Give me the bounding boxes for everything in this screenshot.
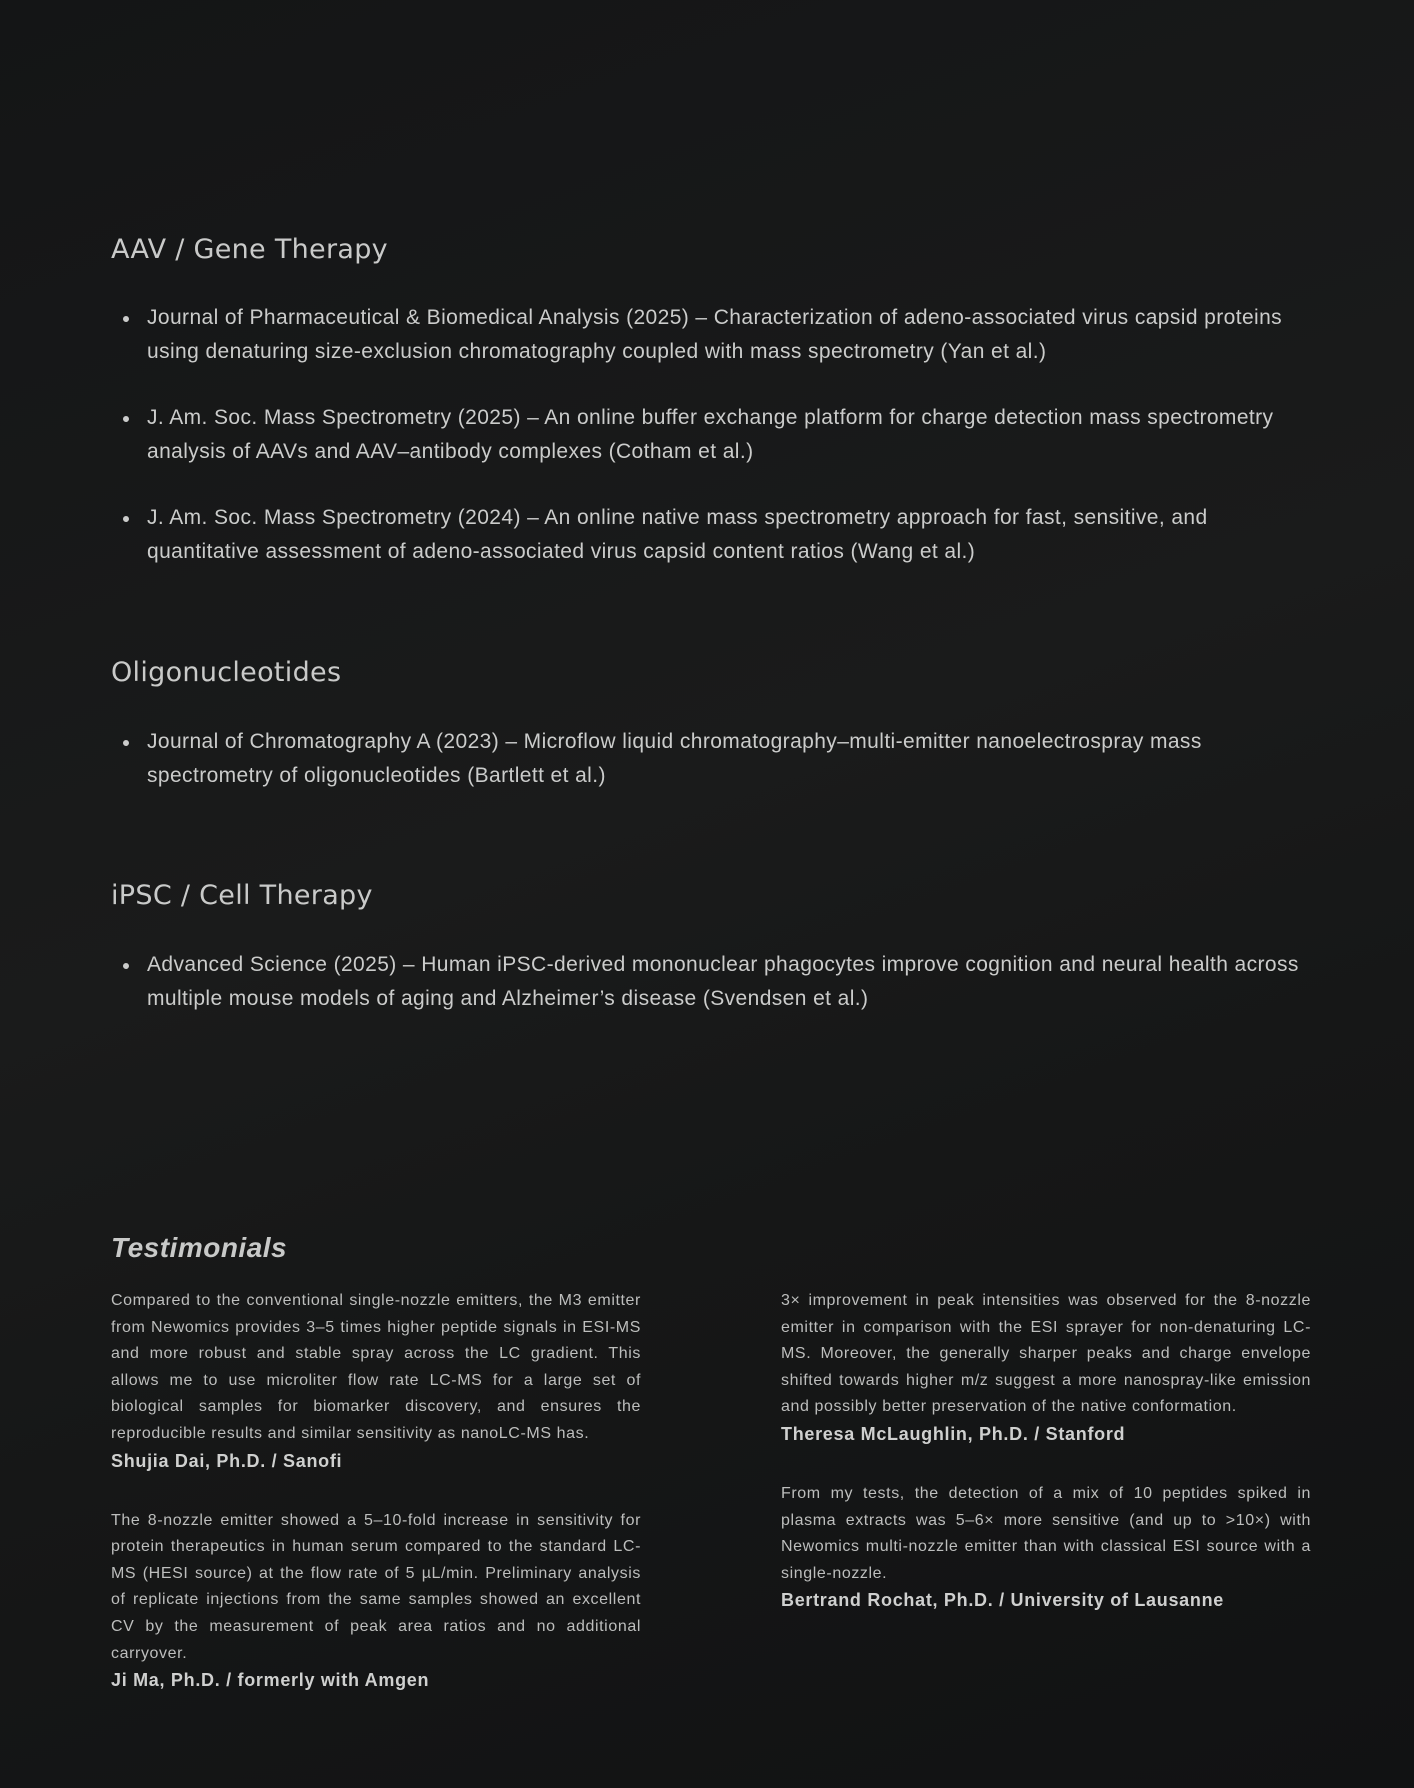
testimonials-column-left xyxy=(111,1288,641,1727)
publication-list xyxy=(111,948,1311,1016)
publication-list xyxy=(111,301,1311,569)
publication-item: Journal of Pharmaceutical & Biomedical Analysis (2025) – Characterization of adeno-associated virus capsid proteins using denaturing size-exclusion chromatography coupled with mass spectrometry (Yan et al.) xyxy=(111,301,1311,369)
testimonial-quote: Compared to the conventional single-nozzle emitters, the M3 emitter from Newomics provides 3–5 times higher peptide signals in ESI-MS and more robust and stable spray across the LC gradient. This allows me to use microliter flow rate LC-MS for a large set of biological samples for biomarker discovery, and ensures the reproducible results and similar sensitivity as nanoLC-MS has. xyxy=(111,1292,641,1442)
section-ipsc-cell-therapy xyxy=(111,879,1311,1048)
testimonials-title: Testimonials xyxy=(111,1232,288,1263)
publication-item: Advanced Science (2025) – Human iPSC-derived mononuclear phagocytes improve cognition and neural health across multiple mouse models of aging and Alzheimer’s disease (Svendsen et al.) xyxy=(111,948,1311,1016)
section-title: iPSC / Cell Therapy xyxy=(111,880,373,911)
testimonials-column-right xyxy=(781,1288,1311,1647)
testimonial-quote: 3× improvement in peak intensities was observed for the 8-nozzle emitter in comparison with the ESI sprayer for non-denaturing LC-MS. Moreover, the generally sharper peaks and charge envelope shifted towards higher m/z suggest a more nanospray-like emission and possibly better preservation of the native conformation. xyxy=(781,1292,1311,1416)
section-oligonucleotides xyxy=(111,656,1311,825)
testimonial-author: Shujia Dai, Ph.D. / Sanofi xyxy=(111,1450,343,1471)
section-title: AAV / Gene Therapy xyxy=(111,234,388,265)
testimonial-quote: From my tests, the detection of a mix of 10 peptides spiked in plasma extracts was 5–6× more sensitive (and up to >10×) with Newomics multi-nozzle emitter than with classical ESI source with a single-nozzle. xyxy=(781,1484,1311,1582)
testimonial xyxy=(111,1288,641,1474)
section-title: Oligonucleotides xyxy=(111,657,342,688)
testimonial xyxy=(781,1481,1311,1613)
publication-item: Journal of Chromatography A (2023) – Microflow liquid chromatography–multi-emitter nanoelectrospray mass spectrometry of oligonucleotides (Bartlett et al.) xyxy=(111,725,1311,793)
section-aav-gene-therapy xyxy=(111,233,1311,601)
testimonial-quote: The 8-nozzle emitter showed a 5–10-fold increase in sensitivity for protein therapeutics in human serum compared to the standard LC-MS (HESI source) at the flow rate of 5 µL/min. Preliminary analysis of replicate injections from the same samples showed an excellent CV by the measurement of peak area ratios and no additional carryover. xyxy=(111,1511,641,1662)
publication-item: J. Am. Soc. Mass Spectrometry (2025) – An online buffer exchange platform for charge detection mass spectrometry analysis of AAVs and AAV–antibody complexes (Cotham et al.) xyxy=(111,401,1311,469)
testimonial-author: Theresa McLaughlin, Ph.D. / Stanford xyxy=(781,1423,1126,1444)
publication-list xyxy=(111,725,1311,793)
testimonial xyxy=(111,1508,641,1694)
testimonial-author: Bertrand Rochat, Ph.D. / University of Lausanne xyxy=(781,1590,1224,1611)
publication-item: J. Am. Soc. Mass Spectrometry (2024) – An online native mass spectrometry approach for fast, sensitive, and quantitative assessment of adeno-associated virus capsid content ratios (Wang et al.) xyxy=(111,501,1311,569)
testimonial xyxy=(781,1288,1311,1447)
testimonial-author: Ji Ma, Ph.D. / formerly with Amgen xyxy=(111,1670,430,1691)
